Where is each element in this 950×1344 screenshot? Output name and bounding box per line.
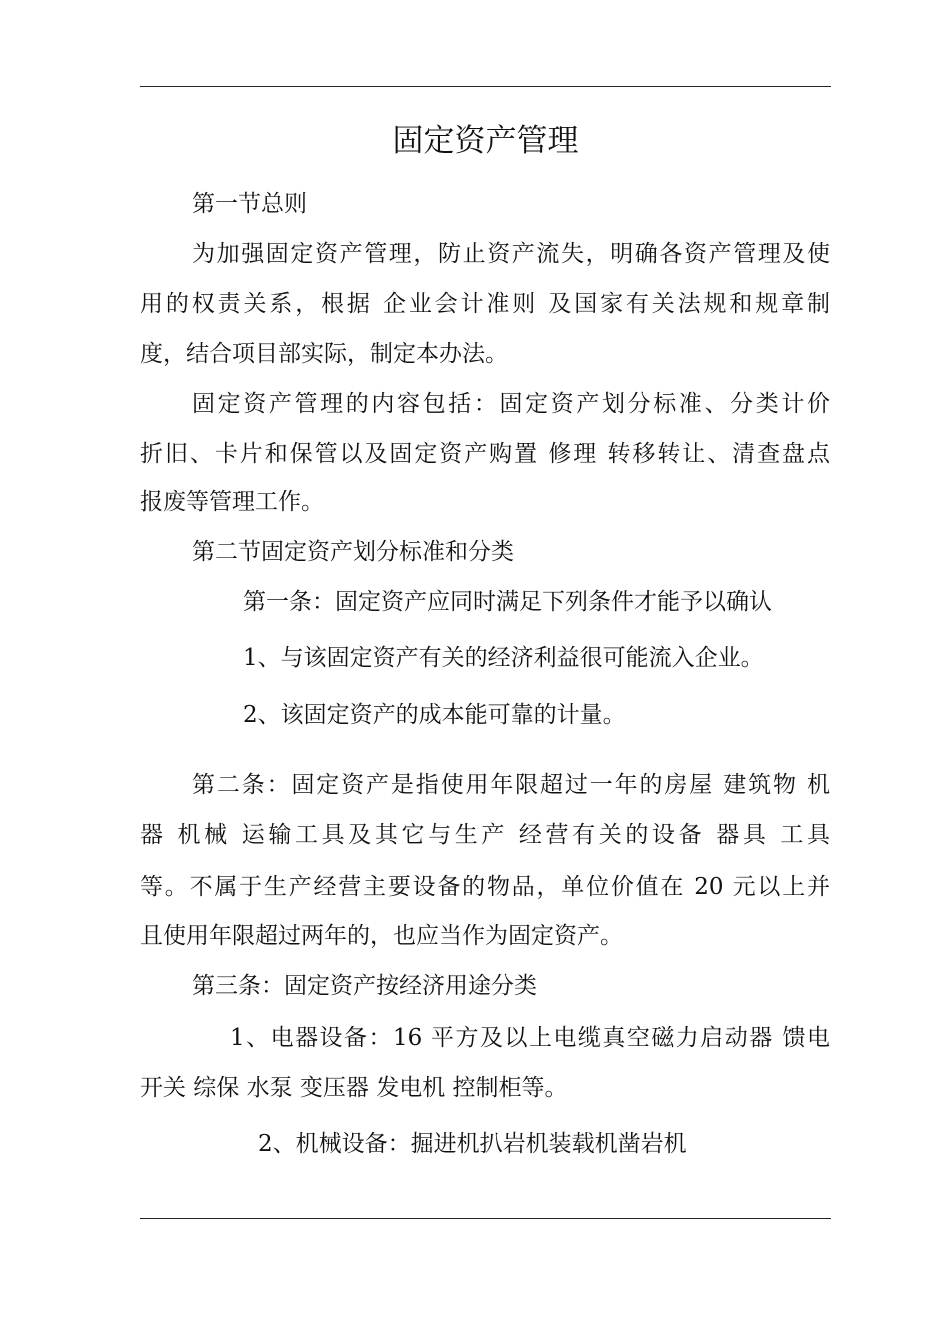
document-title: 固定资产管理 bbox=[392, 123, 579, 159]
paragraph-line: 为加强固定资产管理，防止资产流失，明确各资产管理及使 bbox=[192, 241, 830, 267]
section-heading: 第二节固定资产划分标准和分类 bbox=[192, 539, 514, 565]
paragraph-line: 固定资产管理的内容包括：固定资产划分标准、分类计价 bbox=[192, 391, 830, 417]
paragraph-line: 且使用年限超过两年的，也应当作为固定资产。 bbox=[140, 923, 623, 949]
section-heading: 第一节总则 bbox=[192, 191, 307, 217]
footer-rule bbox=[140, 1218, 831, 1219]
paragraph-line: 折旧、卡片和保管以及固定资产购置 修理 转移转让、清查盘点 bbox=[140, 441, 830, 467]
article-heading: 第三条：固定资产按经济用途分类 bbox=[192, 973, 537, 999]
header-rule bbox=[140, 86, 831, 87]
paragraph-line: 度，结合项目部实际，制定本办法。 bbox=[140, 341, 508, 367]
list-item: 1、电器设备：16 平方及以上电缆真空磁力启动器 馈电 bbox=[230, 1025, 830, 1051]
paragraph-line: 报废等管理工作。 bbox=[140, 489, 324, 515]
list-item: 2、机械设备：掘进机扒岩机装载机凿岩机 bbox=[258, 1131, 687, 1157]
list-item: 2、该固定资产的成本能可靠的计量。 bbox=[243, 702, 626, 728]
list-item: 1、与该固定资产有关的经济利益很可能流入企业。 bbox=[243, 645, 764, 671]
article-heading: 第一条：固定资产应同时满足下列条件才能予以确认 bbox=[243, 589, 772, 615]
paragraph-line: 用的权责关系，根据 企业会计准则 及国家有关法规和规章制 bbox=[140, 291, 830, 317]
paragraph-line: 第二条：固定资产是指使用年限超过一年的房屋 建筑物 机 bbox=[192, 772, 830, 798]
paragraph-line: 等。不属于生产经营主要设备的物品，单位价值在 20 元以上并 bbox=[140, 874, 830, 900]
list-item: 开关 综保 水泵 变压器 发电机 控制柜等。 bbox=[140, 1075, 568, 1101]
paragraph-line: 器 机械 运输工具及其它与生产 经营有关的设备 器具 工具 bbox=[140, 822, 830, 848]
